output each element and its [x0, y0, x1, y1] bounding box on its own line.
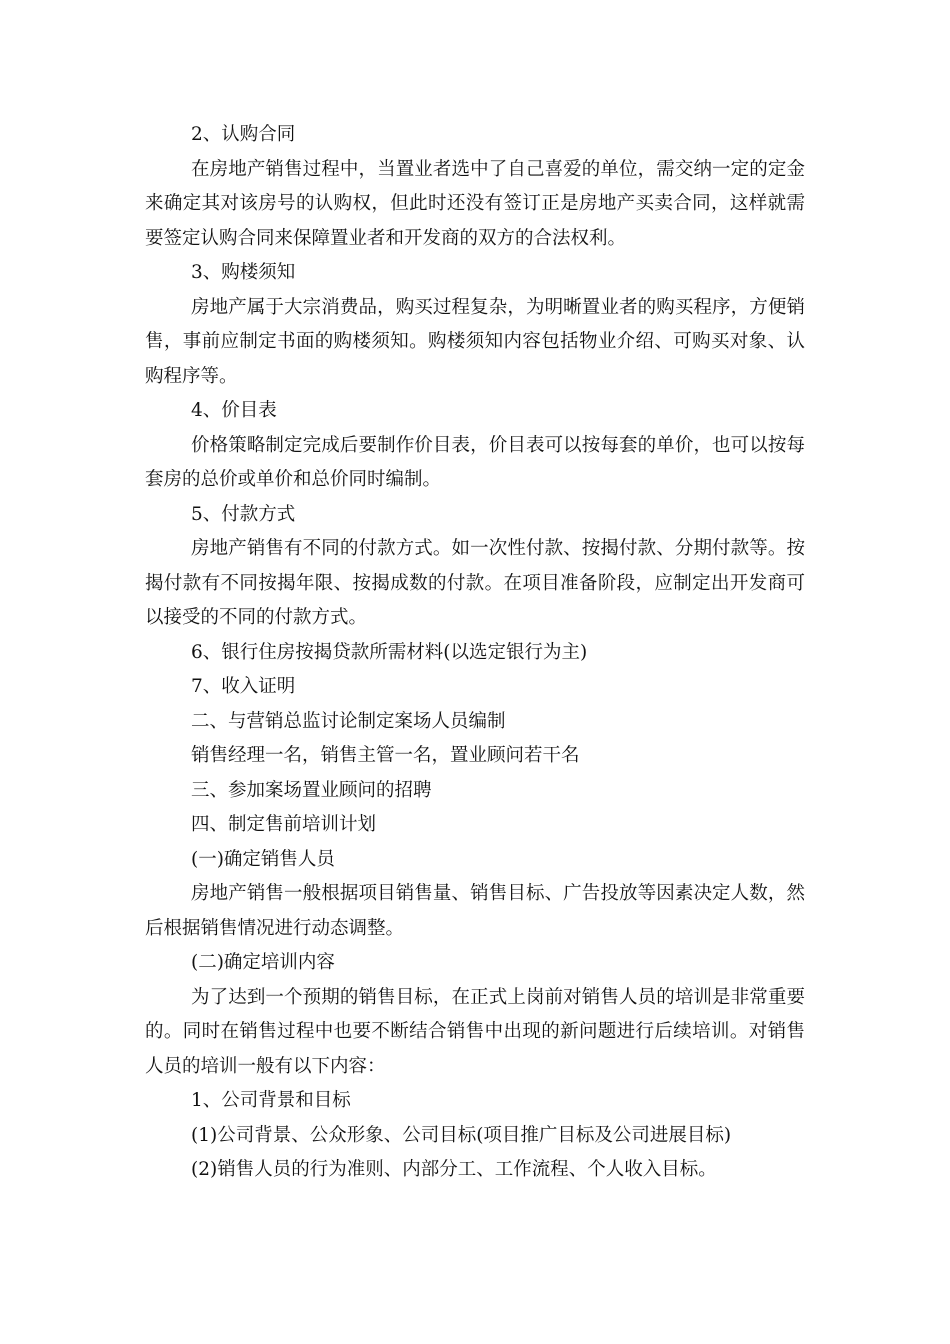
paragraph-purchase-notice: 房地产属于大宗消费品，购买过程复杂，为明晰置业者的购买程序，方便销售，事前应制定书面的购楼须知。购楼须知内容包括物业介绍、可购买对象、认购程序等。 — [145, 296, 805, 387]
heading-bank-loan-materials: 6、银行住房按揭贷款所需材料(以选定银行为主) — [191, 641, 588, 663]
paragraph-subscription-contract: 在房地产销售过程中，当置业者选中了自己喜爱的单位，需交纳一定的定金来确定其对该房号的认购权，但此时还没有签订正是房地产买卖合同，这样就需要签定认购合同来保障置业者和开发商的双方的合法权利。 — [145, 158, 805, 249]
heading-income-proof: 7、收入证明 — [191, 676, 296, 697]
list-item-code-of-conduct: (2)销售人员的行为准则、内部分工、工作流程、个人收入目标。 — [191, 1159, 717, 1180]
paragraph-sales-staff: 房地产销售一般根据项目销售量、销售目标、广告投放等因素决定人数，然后根据销售情况进行动态调整。 — [145, 883, 805, 939]
heading-training-content: (二)确定培训内容 — [191, 952, 335, 973]
paragraph-training-content: 为了达到一个预期的销售目标，在正式上岗前对销售人员的培训是非常重要的。同时在销售过程中也要不断结合销售中出现的新问题进行后续培训。对销售人员的培训一般有以下内容： — [145, 986, 805, 1077]
heading-sales-staff: (一)确定销售人员 — [191, 848, 335, 870]
heading-payment-methods: 5、付款方式 — [191, 503, 296, 525]
heading-purchase-notice: 3、购楼须知 — [191, 262, 296, 283]
heading-subscription-contract: 2、认购合同 — [191, 124, 296, 145]
heading-training-plan: 四、制定售前培训计划 — [191, 814, 377, 835]
heading-recruitment: 三、参加案场置业顾问的招聘 — [191, 779, 432, 801]
paragraph-payment-methods: 房地产销售有不同的付款方式。如一次性付款、按揭付款、分期付款等。按揭付款有不同按揭年限、按揭成数的付款。在项目准备阶段，应制定出开发商可以接受的不同的付款方式。 — [145, 538, 805, 628]
heading-staffing-plan: 二、与营销总监讨论制定案场人员编制 — [191, 710, 506, 732]
paragraph-price-list: 价格策略制定完成后要制作价目表，价目表可以按每套的单价，也可以按每套房的总价或单价和总价同时编制。 — [145, 434, 805, 490]
list-item-company-background: (1)公司背景、公众形象、公司目标(项目推广目标及公司进展目标) — [191, 1124, 732, 1146]
paragraph-staffing-plan: 销售经理一名，销售主管一名，置业顾问若干名 — [191, 745, 580, 766]
heading-price-list: 4、价目表 — [191, 400, 277, 421]
heading-company-background: 1、公司背景和目标 — [191, 1090, 351, 1111]
document-body — [145, 118, 805, 1188]
